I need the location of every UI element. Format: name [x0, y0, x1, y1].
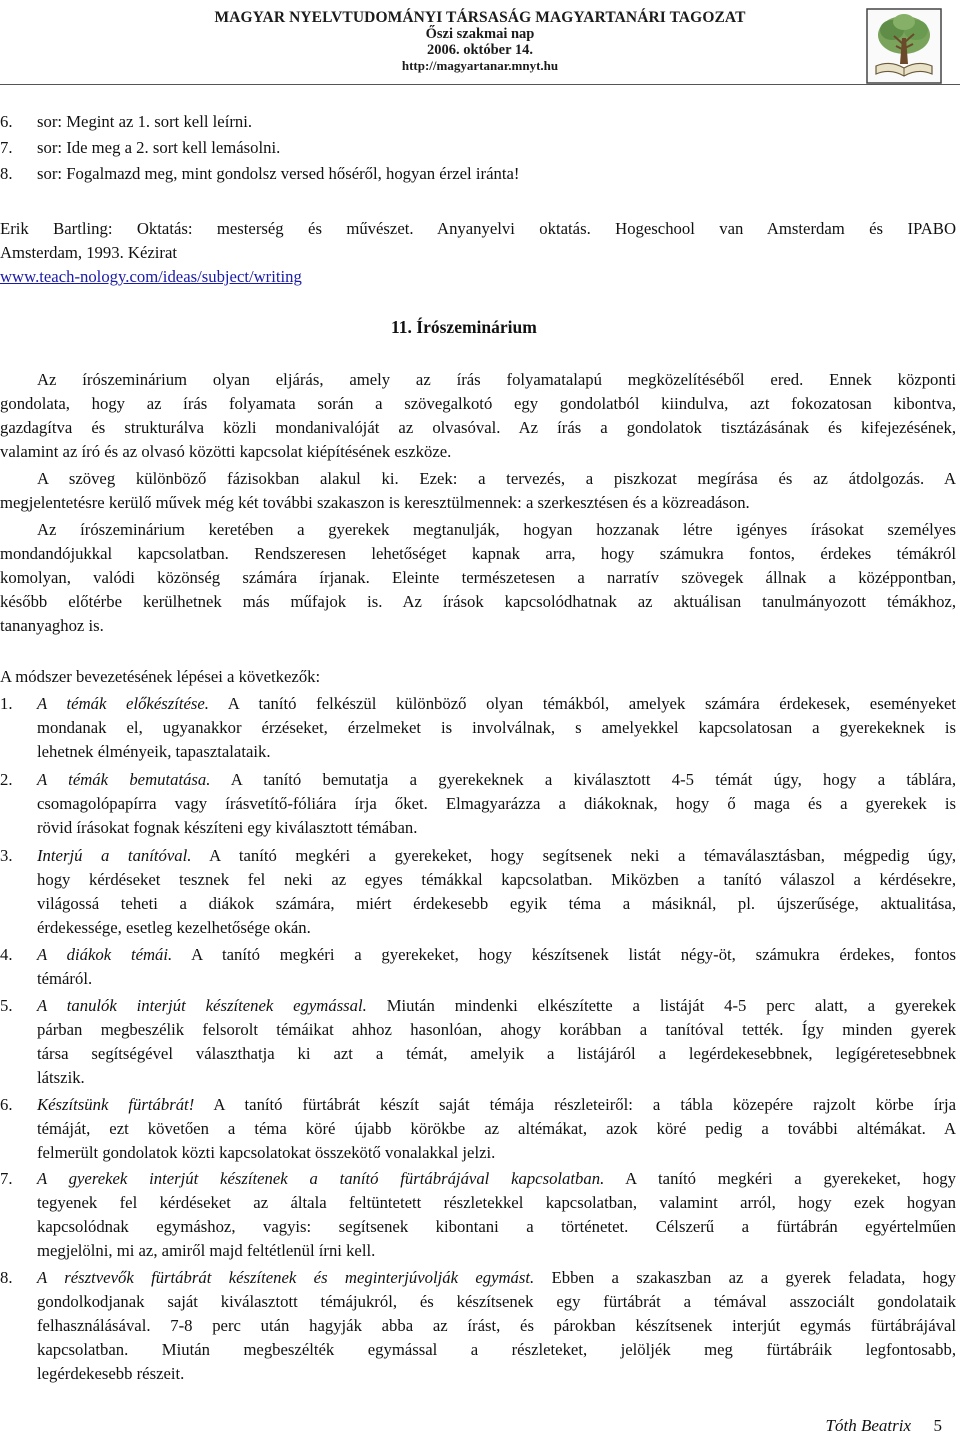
step-line: látszik. [37, 1068, 85, 1087]
step-number: 4. [0, 945, 13, 964]
list-item: sor: Megint az 1. sort kell leírni. [37, 112, 253, 131]
step-title: Készítsünk fürtábrát! [37, 1095, 195, 1114]
step-line: legérdekesebb részeit. [37, 1364, 185, 1383]
page-number: 5 [933, 1416, 942, 1435]
step-text: A tanító fürtábrát készít saját témája részleteiről: a tábla közepére rajzolt körbe írja [194, 1095, 956, 1114]
header-date: 2006. október 14. [426, 42, 534, 58]
paragraph-line: Az írószeminárium olyan eljárás, amely az írás folyamatalapú megközelítéséből ered. Ennek központi [37, 370, 956, 389]
step-line: világossá teheti a diákok számára, miért érdekesebb egyik téma a másiknál, pl. újszerűsége, aktualitása, [37, 894, 956, 913]
step-title: Interjú a tanítóval. [37, 846, 192, 865]
step-line: csomagolópapírra vagy írásvetítő-fóliára írja őket. Elmagyarázza a diákoknak, hogy ő maga és a gyerekek is [37, 794, 956, 813]
step-title: A tanulók interjút készítenek egymással. [37, 996, 367, 1015]
step-line: gondolkodjanak saját kiválasztott témájukról, és készítsenek egy fürtábrát a témával asszociált gondolataik [37, 1292, 956, 1311]
step-line: érdekessége, esetleg kezelhetősége okán. [37, 918, 311, 937]
step-title: A témák előkészítése. [37, 694, 209, 713]
step-text: A tanító felkészül különböző olyan témákból, amelyek számára érdekesek, eseményeket [208, 694, 956, 713]
paragraph-line: mondandójukkal kapcsolatban. Rendszeresen lehetőséget kapnak arra, hogy számukra fontos, érdekes témákról [0, 544, 956, 563]
step-line: kapcsolatban. Miután megbeszélték egymással a részleteket, jelöljék meg fürtábráik legfontosabb, [37, 1340, 956, 1359]
list-number: 7. [0, 138, 13, 157]
step-number: 2. [0, 770, 13, 789]
paragraph-line: Az írószeminárium keretében a gyerekek megtanulják, hogyan hozzanak létre igényes írásokat személyes [37, 520, 956, 539]
paragraph-line: gazdagítva és strukturálva közli mondanivalóját az olvasóval. Az írás a gondolatok tisztázásának és kifejezésének, [0, 418, 956, 437]
step-number: 6. [0, 1095, 13, 1114]
step-text: Ebben a szakaszban az a gyerek feladata, hogy [534, 1268, 956, 1287]
step-line [37, 693, 956, 715]
step-title: A résztvevők fürtábrát készítenek és meginterjúvolják egymást. [37, 1268, 535, 1287]
paragraph-line: megjelentetésre kerülő művek még két további szakaszon is keresztülmennek: a szerkesztésen és a közreadáson. [0, 493, 750, 512]
paragraph-line: valamint az író és az olvasó közötti kapcsolat kiépítésének eszköze. [0, 442, 452, 461]
step-line: mondanak el, ugyanakkor érzéseket, érzelmeket is involválnak, s amelyekkel kapcsolatosan a gyerekeknek is [37, 718, 956, 737]
step-text: A tanító megkéri a gyerekeket, hogy készítsenek listát négy-öt, számukra érdekes, fontos [172, 945, 956, 964]
step-text: Miután mindenki elkészítette a listáját 4-5 perc alatt, a gyerekek [366, 996, 956, 1015]
step-line [37, 1168, 956, 1190]
list-item: sor: Fogalmazd meg, mint gondolsz versed hőséről, hogyan érzel iránta! [37, 164, 520, 183]
step-line [37, 769, 956, 791]
list-number: 8. [0, 164, 13, 183]
step-line [37, 1094, 956, 1116]
paragraph-line: később előtérbe kerülhetnek más műfajok is. Az írások kapcsolódhatnak az aktuálisan tanulmányozott témákhoz, [0, 592, 956, 611]
step-line: rövid írásokat fognak készíteni egy kiválasztott témában. [37, 818, 418, 837]
step-text: A tanító megkéri a gyerekeket, hogy segítsenek neki a témaválasztásban, mégpedig úgy, [191, 846, 956, 865]
header-url: http://magyartanar.mnyt.hu [401, 58, 559, 73]
step-line: témáról. [37, 969, 93, 988]
step-line: megjelölni, mi az, amiről majd feltétlenül írni kell. [37, 1241, 376, 1260]
step-line [37, 944, 956, 966]
step-line: lehetnek élményeik, tapasztalataik. [37, 742, 271, 761]
step-number: 5. [0, 996, 13, 1015]
step-title: A témák bemutatása. [37, 770, 211, 789]
reference-link[interactable]: www.teach-nology.com/ideas/subject/writing [0, 267, 302, 286]
reference-line: Amsterdam, 1993. Kézirat [0, 243, 178, 262]
header-divider [0, 84, 960, 85]
step-number: 8. [0, 1268, 13, 1287]
step-line: felhasználásával. 7-8 perc után hagyják abba az írást, és párokban készítsenek interjút egymás fürtábrájával [37, 1316, 956, 1335]
tree-book-logo-icon [866, 8, 942, 84]
page-header [140, 10, 820, 74]
step-title: A gyerekek interjút készítenek a tanító fürtábrájával kapcsolatban. [37, 1169, 605, 1188]
step-line [37, 845, 956, 867]
step-line: kapcsolódnak egymáshoz, vagyis: segítsenek kibontani a történetet. Célszerű a fürtábrán egyértelműen [37, 1217, 956, 1236]
step-line: témáját, ezt követően a téma köré újabb körökbe az altémákat, azok köré pedig a további altémákat. A [37, 1119, 956, 1138]
step-text: A tanító megkéri a gyerekeket, hogy [604, 1169, 956, 1188]
list-item: sor: Ide meg a 2. sort kell lemásolni. [37, 138, 281, 157]
step-line [37, 1267, 956, 1289]
step-line: felmerült gondolatok közti kapcsolatokat összekötő vonalakkal jelzi. [37, 1143, 496, 1162]
step-line: hogy kérdéseket tesznek fel neki az egyes témákkal kapcsolatban. Miközben a tanító válaszol a kérdésekre, [37, 870, 956, 889]
list-number: 6. [0, 112, 13, 131]
header-event: Őszi szakmai nap [425, 26, 535, 42]
paragraph-line: A szöveg különböző fázisokban alakul ki. Ezek: a tervezés, a piszkozat megírása és az átdolgozás. A [37, 469, 956, 488]
paragraph-line: tananyaghoz is. [0, 616, 104, 635]
step-title: A diákok témái. [37, 945, 173, 964]
header-organization: MAGYAR NYELVTUDOMÁNYI TÁRSASÁG MAGYARTANÁRI TAGOZAT [214, 9, 746, 26]
paragraph-line: komolyan, valódi közönség számára írjanak. Eleinte természetesen a narratív szövegek állnak a középpontban, [0, 568, 956, 587]
step-line: társa segítségével választhatja ki azt a témát, amelyik a listájáról a legérdekesebbnek, legígéretesebbnek [37, 1044, 956, 1063]
step-text: A tanító bemutatja a gyerekeknek a kiválasztott 4-5 témát úgy, hogy a táblára, [210, 770, 956, 789]
paragraph-line: gondolata, hogy az írás folyamata során a szövegalkotó egy gondolatból kiindulva, azt fokozatosan kibontva, [0, 394, 956, 413]
reference-line: Erik Bartling: Oktatás: mesterség és művészet. Anyanyelvi oktatás. Hogeschool van Amsterdam és IPABO [0, 219, 956, 238]
section-title: 11. Írószeminárium [391, 317, 537, 337]
step-number: 1. [0, 694, 13, 713]
step-line [37, 995, 956, 1017]
footer-author: Tóth Beatrix [825, 1416, 911, 1435]
step-number: 3. [0, 846, 13, 865]
step-line: tegyenek fel kérdéseket az általa feltüntetett részletekkel kapcsolatban, valamint arról, hogy ezek hogyan [37, 1193, 956, 1212]
page-footer [826, 1416, 942, 1436]
step-line: párban megbeszélik felsorolt témáikat ahhoz hasonlóan, ahogy korábban a tanítóval tették. Így minden gyerek [37, 1020, 956, 1039]
steps-title: A módszer bevezetésének lépései a következők: [0, 667, 321, 686]
step-number: 7. [0, 1169, 13, 1188]
